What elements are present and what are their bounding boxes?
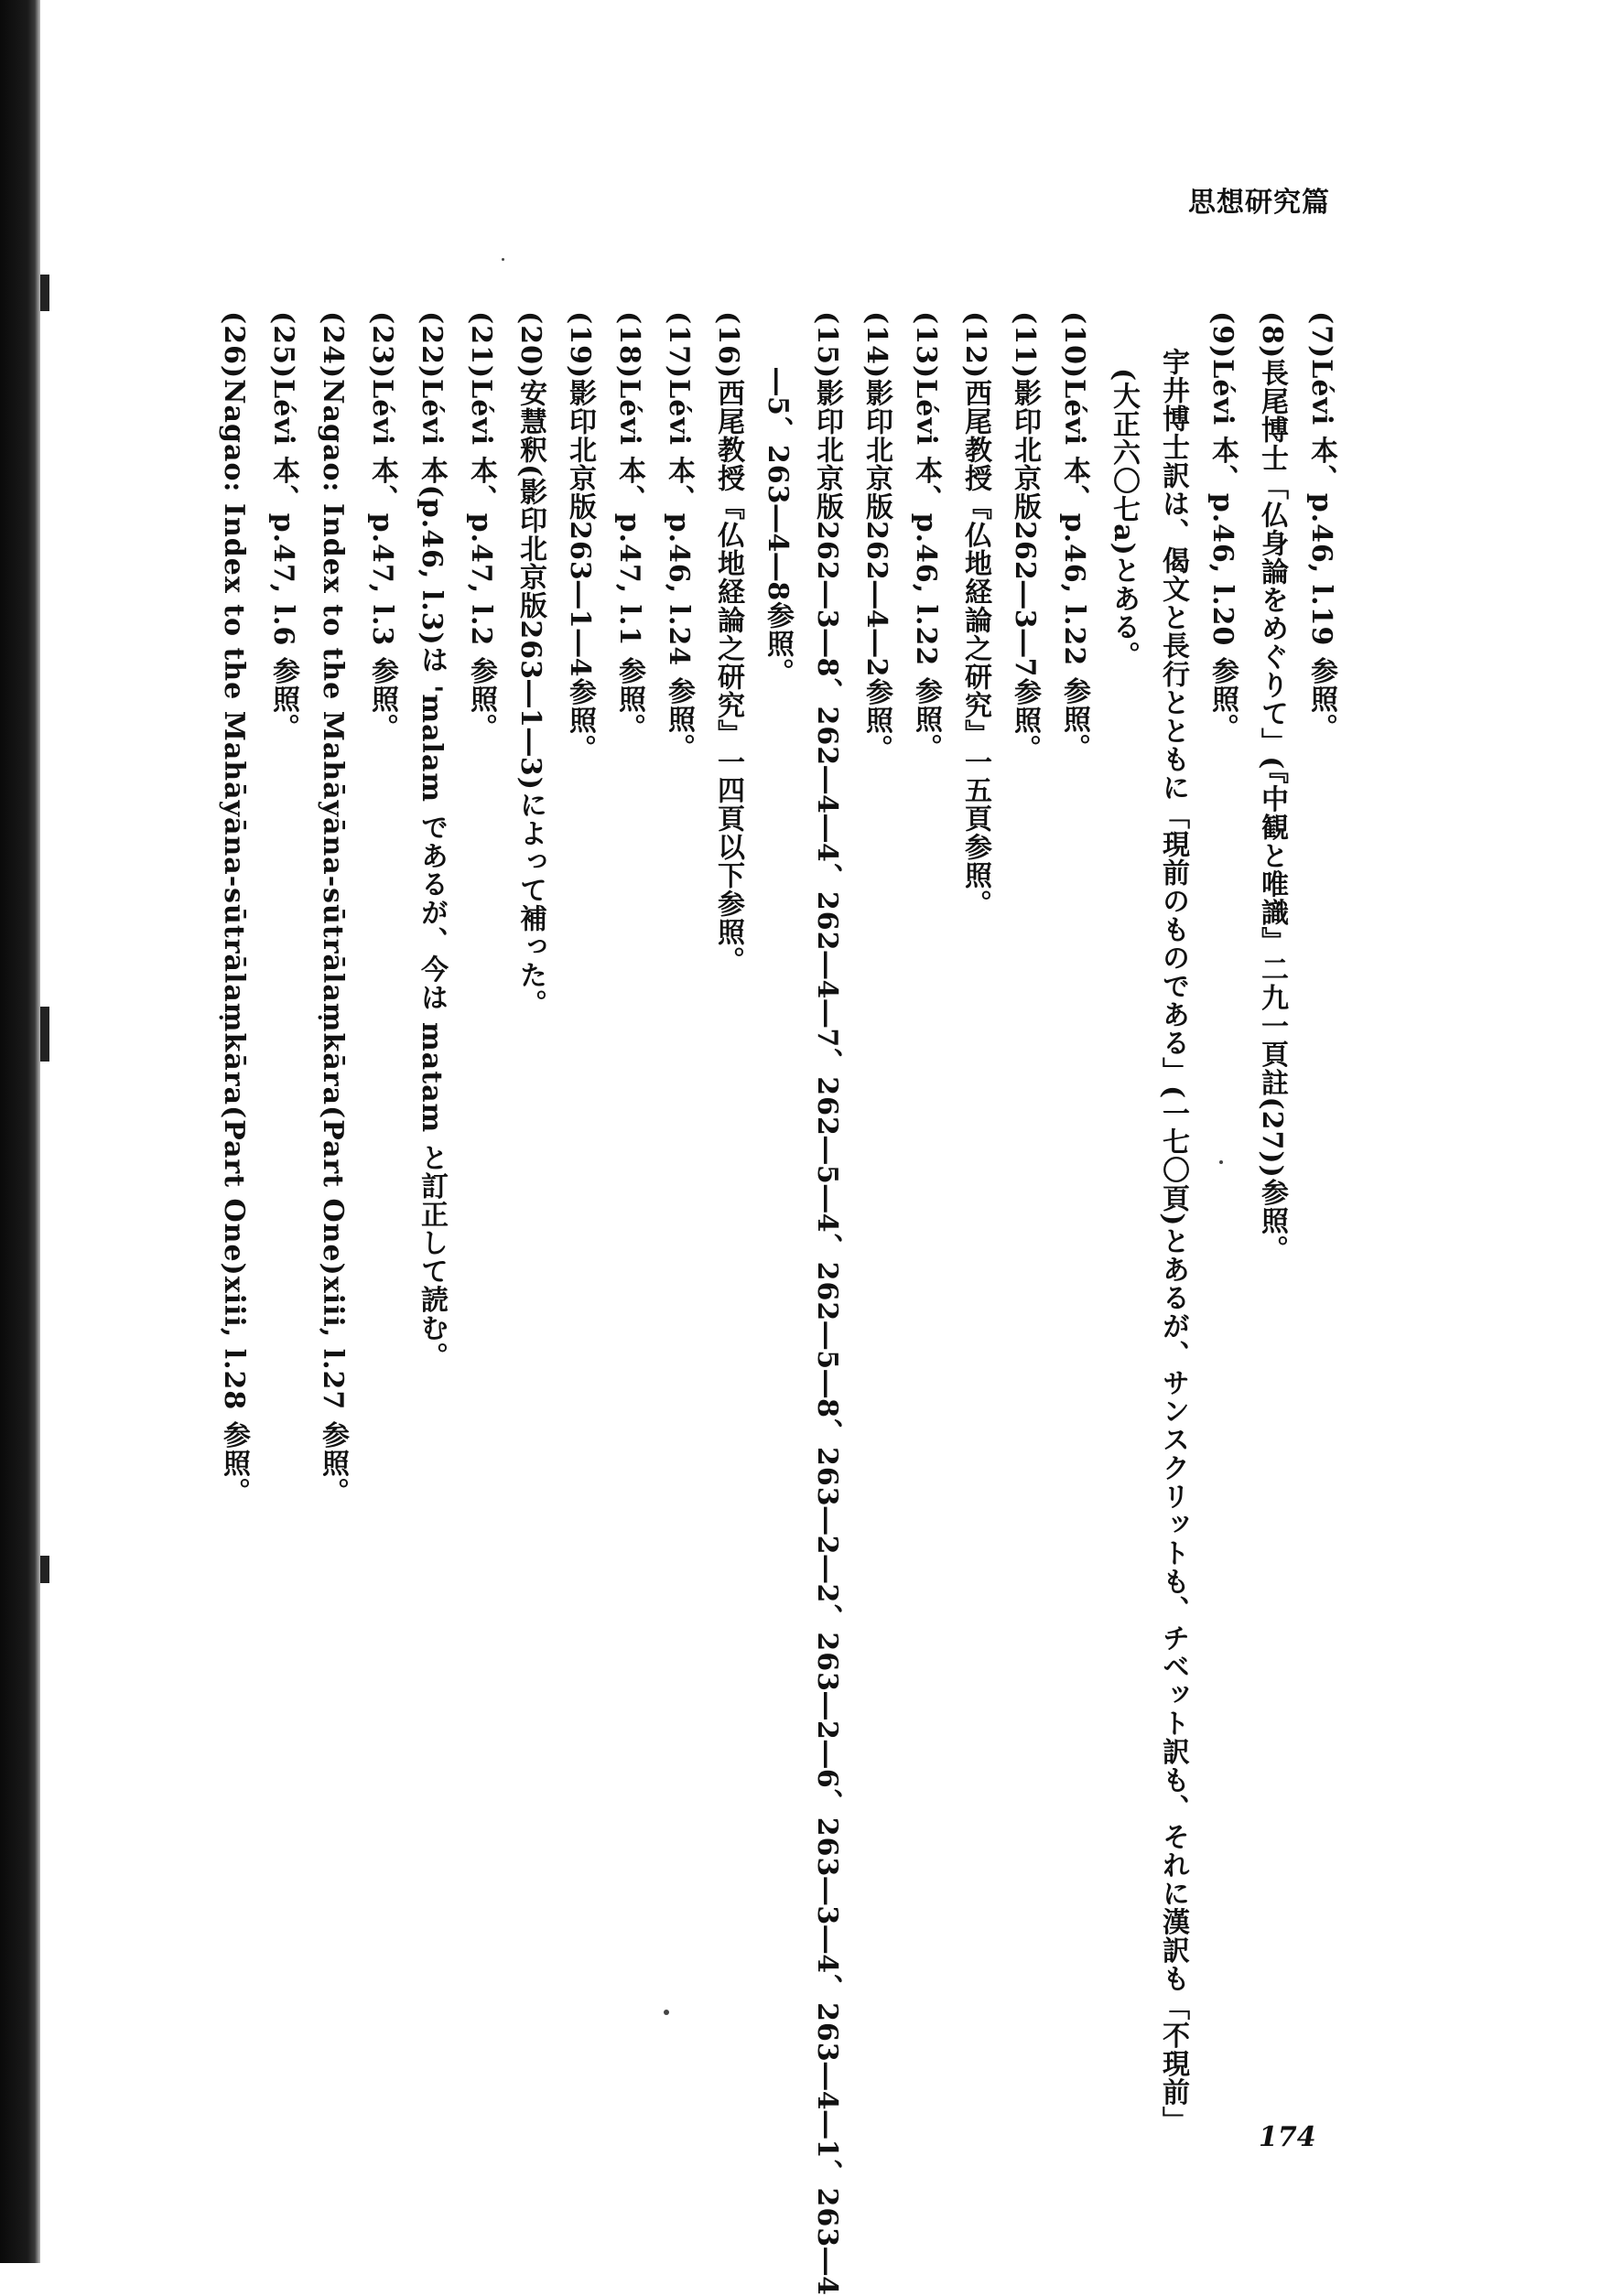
note-17: (17)Lévi 本、p.46, l.24 参照。	[663, 311, 695, 762]
section-header: 思想研究篇	[1188, 187, 1330, 219]
note-7: (7)Lévi 本、p.46, l.19 参照。	[1305, 311, 1337, 742]
scan-dot	[502, 258, 504, 261]
note-21: (21)Lévi 本、p.47, l.2 参照。	[465, 311, 497, 742]
note-23: (23)Lévi 本、p.47, l.3 参照。	[366, 311, 398, 742]
scan-speck	[40, 275, 49, 311]
note-25: (25)Lévi 本、p.47, l.6 参照。	[267, 311, 299, 742]
note-9-body: 宇井博士訳は、偈文と長行とともに「現前のものである」(一七〇頁)とあるが、サンスクリットも、チベット訳も、それに漢訳も「不現前」	[1157, 348, 1189, 2135]
scan-dot	[664, 2010, 669, 2015]
note-19: (19)影印北京版263―1―4参照。	[564, 311, 596, 763]
note-26: (26)Nagao: Index to the Mahāyāna-sūtrālaṃkāra(Part One)xiii, l.28 参照。	[218, 311, 250, 1506]
scan-dot	[1219, 1160, 1223, 1164]
note-12: (12)西尾教授『仏地経論之研究』一五頁参照。	[959, 311, 991, 919]
scan-speck	[40, 1556, 49, 1583]
note-14: (14)影印北京版262―4―2参照。	[860, 311, 892, 763]
note-10: (10)Lévi 本、p.46, l.22 参照。	[1058, 311, 1090, 762]
note-8: (8)長尾博士「仏身論をめぐりて」(『中観と唯識』二九一頁註(27))参照。	[1256, 311, 1288, 1264]
note-18: (18)Lévi 本、p.47, l.1 参照。	[613, 311, 645, 742]
note-22: (22)Lévi 本(p.46, l.3)は 'malam であるが、今は matam と訂正して読む。	[416, 311, 448, 1371]
scan-speck	[40, 1007, 49, 1062]
note-9: (9)Lévi 本、p.46, l.20 参照。	[1206, 311, 1239, 742]
note-15-cont: ―5、263―4―8参照。	[762, 368, 794, 687]
note-15: (15)影印北京版262―3―8、262―4―4、262―4―7、262―5―4、262―5―8、263―2―2、263―2―6、263―3―4、263―4―1、263―4	[811, 311, 843, 2296]
binding-edge	[0, 0, 40, 2263]
note-20: (20)安慧釈(影印北京版263―1―3)によって補った。	[514, 311, 546, 1018]
page-number: 174	[1259, 2121, 1316, 2153]
note-13: (13)Lévi 本、p.46, l.22 参照。	[910, 311, 942, 762]
note-9-body-cont: (大正六〇七a)とある。	[1108, 368, 1140, 670]
note-16: (16)西尾教授『仏地経論之研究』一四頁以下参照。	[712, 311, 744, 976]
note-11: (11)影印北京版262―3―7参照。	[1009, 311, 1041, 763]
note-24: (24)Nagao: Index to the Mahāyāna-sūtrālaṃkāra(Part One)xiii, l.27 参照。	[317, 311, 349, 1506]
